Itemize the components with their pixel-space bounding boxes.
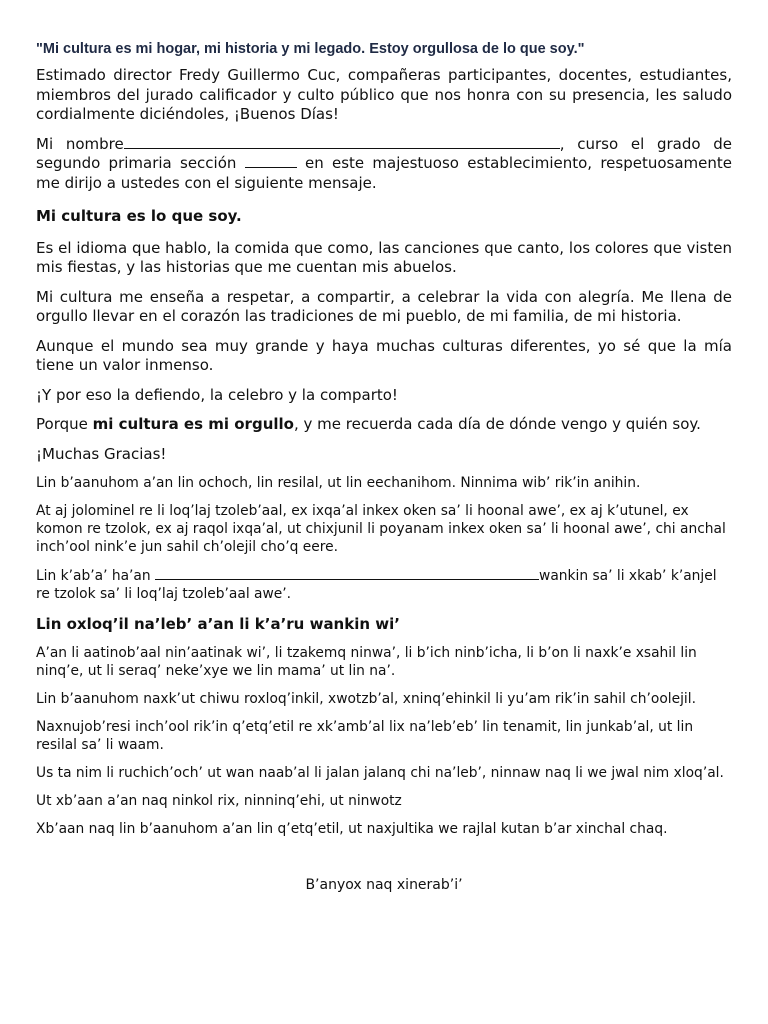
intro-part-2: , curso el grado de segundo primaria sección [36,134,732,172]
heading-qeqchi: Lin oxloq’il na’leb’ a’an li k’a’ru wankin wi’ [36,615,400,633]
paragraph-q-6: Xb’aan naq lin b’aanuhom a’an lin q’etq’etil, ut naxjultika we rajlal kutan b’ar xinchal chaq. [36,821,668,837]
qeqchi-greeting: Lin b’aanuhom a’an lin ochoch, lin resilal, ut lin eechanihom. Ninnima wib’ rik’in anihin. [36,475,641,491]
thanks-spanish: ¡Muchas Gracias! [36,444,167,463]
closing-thanks: B’anyox naq xinerab’i’ [305,877,463,893]
qeqchi-name-paragraph [36,566,732,603]
paragraph-es-3: Aunque el mundo sea muy grande y haya muchas culturas diferentes, yo sé que la mía tiene un valor inmenso. [36,336,732,374]
name-blank-line [124,135,560,149]
qeqchi-name-part-2: wankin sa’ li xkab’ k’anjel re tzolok sa’ li loq’laj tzoleb’aal awe’. [36,568,717,602]
orgullo-after: , y me recuerda cada día de dónde vengo y quién soy. [293,415,701,433]
qeqchi-name-blank-line [155,566,539,580]
paragraph-q-3: Naxnujob’resi inch’ool rik’in q’etq’etil re xk’amb’al lix na’leb’eb’ lin tenamit, lin junkab’al, ut lin resilal sa’ li waam. [36,719,694,753]
intro-part-3: en este majestuoso establecimiento, respetuosamente me dirijo a ustedes con el siguiente mensaje. [36,154,732,192]
paragraph-q-5: Ut xb’aan a’an naq ninkol rix, ninninq’ehi, ut ninwotz [36,793,402,809]
speech-document [36,40,732,908]
orgullo-before: Porque [36,415,88,433]
paragraph-es-4: ¡Y por eso la defiendo, la celebro y la comparto! [36,385,398,404]
greeting-paragraph: Estimado director Fredy Guillermo Cuc, compañeras participantes, docentes, estudiantes, miembros del jurado calificador y culto público que nos honra con su presencia, les saludo cordialmente diciéndoles, ¡Buenos Días! [36,66,732,123]
paragraph-es-1: Es el idioma que hablo, la comida que como, las canciones que canto, los colores que visten mis fiestas, y las historias que me cuentan mis abuelos. [36,238,732,276]
intro-part-1: Mi nombre [36,134,124,153]
paragraph-q-1: A’an li aatinob’aal nin’aatinak wi’, li tzakemq ninwa’, li b’ich ninb’icha, li b’on li naxk’e xsahil lin ninq’e, ut li seraq’ neke’xye we lin mama’ ut lin na’. [36,645,697,679]
orgullo-bold: mi cultura es mi orgullo [92,415,294,433]
paragraph-q-2: Lin b’aanuhom naxk’ut chiwu roxloq’inkil, xwotzb’al, xninq’ehinkil li yu’am rik’in sahil ch’oolejil. [36,691,696,707]
paragraph-es-2: Mi cultura me enseña a respetar, a compartir, a celebrar la vida con alegría. Me llena de orgullo llevar en el corazón las tradiciones de mi pueblo, de mi familia, de mi historia. [36,287,732,325]
section-blank-line [245,154,297,168]
qeqchi-address: At aj jolominel re li loq’laj tzoleb’aal, ex ixqa’al inkex oken sa’ li hoonal awe’, ex aj k’utunel, ex komon re tzolok, ex aj raqol ixqa’al, ut chixjunil li poyanam inkex oken sa’ li hoonal awe’, chi anchal inch’ool nink’e jun sahil ch’olejil cho’q eere. [36,503,726,555]
intro-paragraph [36,135,732,194]
paragraph-q-4: Us ta nim li ruchich’och’ ut wan naab’al li jalan jalanq chi na’leb’, ninnaw naq li we jwal nim xloq’al. [36,765,724,781]
orgullo-paragraph [36,415,732,435]
speech-title: "Mi cultura es mi hogar, mi historia y mi legado. Estoy orgullosa de lo que soy." [36,41,585,57]
qeqchi-name-part-1: Lin k’ab’a’ ha’an [36,568,151,584]
heading-spanish: Mi cultura es lo que soy. [36,207,242,225]
